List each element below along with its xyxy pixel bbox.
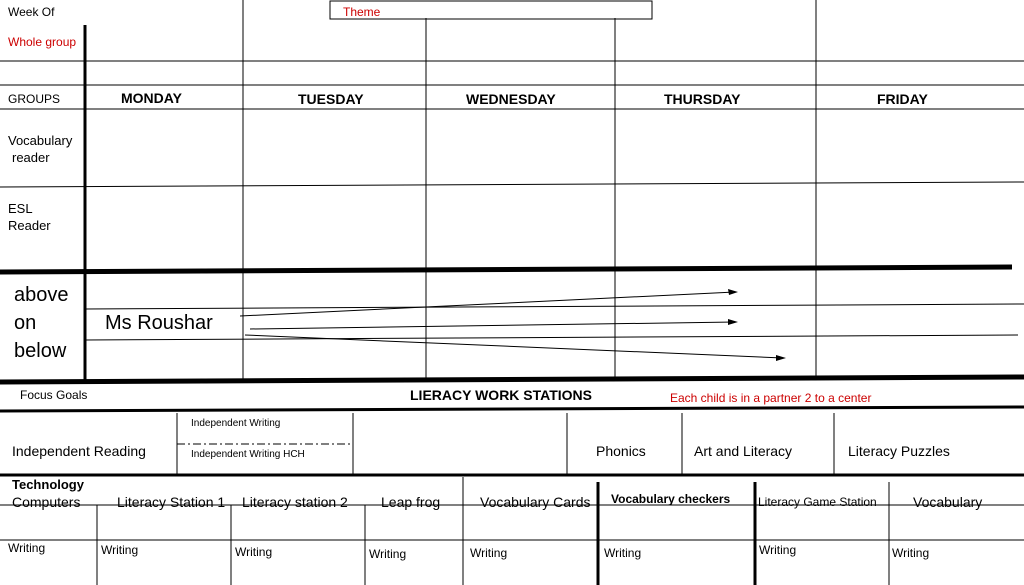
center-vocabulary-checkers: Vocabulary checkers [611, 492, 731, 506]
writing-label: Writing [604, 546, 642, 560]
station-independent-writing-hch: Independent Writing HCH [191, 449, 305, 460]
writing-label: Writing [892, 546, 930, 560]
station-independent-reading: Independent Reading [12, 443, 146, 459]
group-esl-reader-line1: ESL [8, 201, 33, 216]
writing-label: Writing [8, 541, 46, 555]
writing-label: Writing [101, 543, 139, 557]
technology-label: Technology [12, 477, 84, 492]
level-below: below [14, 340, 67, 362]
center-literacy-game-station: Literacy Game Station [758, 495, 877, 509]
center-leap-frog: Leap frog [381, 494, 441, 510]
day-header-tuesday: TUESDAY [298, 91, 364, 107]
focus-goals-label: Focus Goals [20, 388, 88, 402]
groups-header: GROUPS [8, 92, 61, 106]
whole-group-label: Whole group [8, 35, 77, 49]
writing-label: Writing [369, 547, 407, 561]
station-phonics: Phonics [596, 443, 646, 459]
teacher-name: Ms Roushar [105, 312, 213, 334]
day-header-wednesday: WEDNESDAY [466, 91, 556, 107]
center-computers: Computers [12, 494, 81, 510]
center-vocabulary-cards: Vocabulary Cards [480, 494, 591, 510]
week-of-label: Week Of [8, 5, 55, 19]
writing-label: Writing [235, 545, 273, 559]
writing-label: Writing [759, 543, 797, 557]
group-vocabulary-reader-line1: Vocabulary [8, 133, 73, 148]
level-above: above [14, 284, 69, 306]
level-on: on [14, 312, 37, 334]
group-vocabulary-reader-line2: reader [12, 150, 50, 165]
stations-note: Each child is in a partner 2 to a center [670, 391, 872, 405]
day-header-thursday: THURSDAY [664, 91, 741, 107]
center-literacy-station-2: Literacy station 2 [242, 494, 348, 510]
center-literacy-station-1: Literacy Station 1 [117, 494, 226, 510]
group-esl-reader-line2: Reader [8, 218, 51, 233]
day-header-monday: MONDAY [121, 90, 182, 106]
stations-title: LIERACY WORK STATIONS [410, 387, 592, 403]
theme-label: Theme [343, 5, 381, 19]
station-independent-writing: Independent Writing [191, 418, 281, 429]
day-header-friday: FRIDAY [877, 91, 928, 107]
station-literacy-puzzles: Literacy Puzzles [848, 443, 950, 459]
station-art-and-literacy: Art and Literacy [694, 443, 793, 459]
writing-label: Writing [470, 546, 508, 560]
center-vocabulary: Vocabulary [913, 494, 983, 510]
